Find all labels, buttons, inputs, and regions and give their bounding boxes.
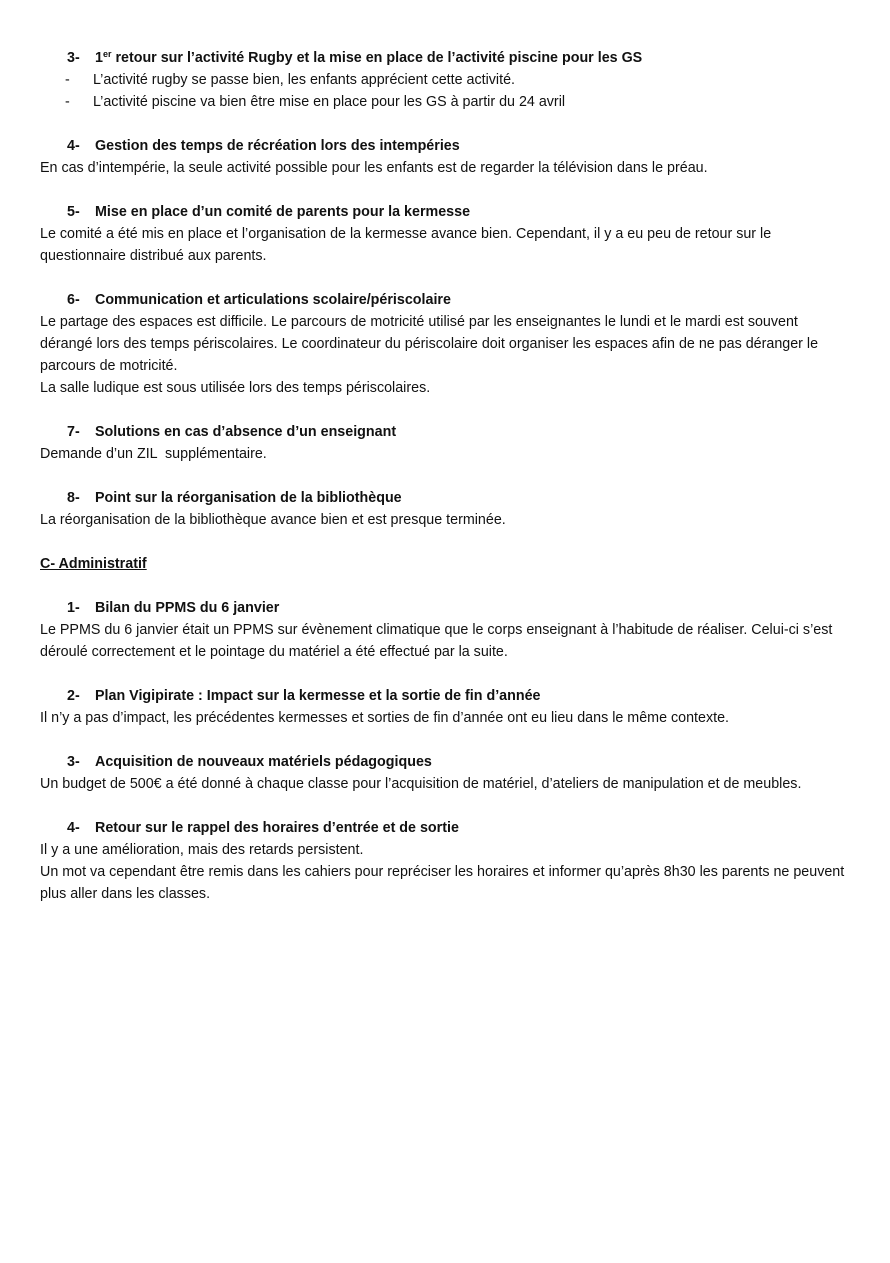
item-title: Plan Vigipirate : Impact sur la kermesse et la sortie de fin d’année xyxy=(95,688,541,704)
item-heading xyxy=(40,751,848,773)
item-number: 4- xyxy=(67,820,80,836)
item-heading xyxy=(40,421,848,443)
item-paragraph: En cas d’intempérie, la seule activité possible pour les enfants est de regarder la télévision dans le préau. xyxy=(40,160,708,176)
item-title: Mise en place d’un comité de parents pour la kermesse xyxy=(95,204,471,220)
item-number: 4- xyxy=(67,138,80,154)
item-paragraph: Demande d’un ZIL supplémentaire. xyxy=(40,446,267,462)
item-number: 2- xyxy=(67,688,80,704)
item-paragraph: Un budget de 500€ a été donné à chaque classe pour l’acquisition de matériel, d’ateliers de manipulation et de meubles. xyxy=(40,776,802,792)
agenda-item-3 xyxy=(40,47,848,113)
bullet-item: - L’activité rugby se passe bien, les enfants apprécient cette activité. xyxy=(65,72,516,88)
item-number: 8- xyxy=(67,490,80,506)
agenda-item-4 xyxy=(40,135,848,179)
item-title: Gestion des temps de récréation lors des intempéries xyxy=(95,138,460,154)
item-number: 5- xyxy=(67,204,80,220)
item-number: 7- xyxy=(67,424,80,440)
item-paragraph: Le comité a été mis en place et l’organisation de la kermesse avance bien. Cependant, il y a eu peu de retour sur le questionnaire distribué aux parents. xyxy=(40,226,772,264)
item-heading xyxy=(40,135,848,157)
item-heading xyxy=(40,487,848,509)
agenda-item-8 xyxy=(40,487,848,531)
item-title: Retour sur le rappel des horaires d’entrée et de sortie xyxy=(95,820,459,836)
document-page xyxy=(40,47,848,927)
admin-item-1 xyxy=(40,597,848,663)
item-paragraph: La salle ludique est sous utilisée lors des temps périscolaires. xyxy=(40,380,431,396)
item-paragraph: La réorganisation de la bibliothèque avance bien et est presque terminée. xyxy=(40,512,506,528)
ordinal-superscript: er xyxy=(102,49,112,59)
item-paragraph: Le partage des espaces est difficile. Le parcours de motricité utilisé par les enseignantes le lundi et le mardi est souvent dérangé lors des temps périscolaires. Le coordinateur du périscolaire doit organiser les espaces afin de ne pas déranger le parcours de motricité. xyxy=(40,314,819,374)
agenda-item-6 xyxy=(40,289,848,399)
admin-item-3 xyxy=(40,751,848,795)
item-number: 1- xyxy=(67,600,80,616)
item-title: Point sur la réorganisation de la bibliothèque xyxy=(95,490,402,506)
item-title: Communication et articulations scolaire/périscolaire xyxy=(95,292,451,308)
item-paragraph: Il n’y a pas d’impact, les précédentes kermesses et sorties de fin d’année ont eu lieu dans le même contexte. xyxy=(40,710,730,726)
agenda-item-5 xyxy=(40,201,848,267)
bullet-item: - L’activité piscine va bien être mise en place pour les GS à partir du 24 avril xyxy=(65,94,566,110)
item-paragraph: Le PPMS du 6 janvier était un PPMS sur évènement climatique que le corps enseignant à l’habitude de réaliser. Celui-ci s’est déroulé correctement et le pointage du matériel a été effectué par la suite. xyxy=(40,622,833,660)
agenda-item-7 xyxy=(40,421,848,465)
item-title: Acquisition de nouveaux matériels pédagogiques xyxy=(95,754,432,770)
item-heading xyxy=(40,817,848,839)
item-heading xyxy=(40,47,848,69)
item-heading xyxy=(40,597,848,619)
section-title-administratif: C- Administratif xyxy=(40,556,147,572)
item-number: 3- xyxy=(67,754,80,770)
item-paragraph: Il y a une amélioration, mais des retards persistent. xyxy=(40,842,364,858)
item-title: 1er retour sur l’activité Rugby et la mise en place de l’activité piscine pour les GS xyxy=(95,49,643,66)
item-paragraph: Un mot va cependant être remis dans les cahiers pour repréciser les horaires et informer qu’après 8h30 les parents ne peuvent plus aller dans les classes. xyxy=(40,864,845,902)
item-heading xyxy=(40,289,848,311)
item-number: 3- xyxy=(67,50,80,66)
admin-item-2 xyxy=(40,685,848,729)
admin-item-4 xyxy=(40,817,848,905)
bullet-list xyxy=(40,69,848,113)
item-heading xyxy=(40,201,848,223)
item-heading xyxy=(40,685,848,707)
item-number: 6- xyxy=(67,292,80,308)
item-title: Solutions en cas d’absence d’un enseignant xyxy=(95,424,397,440)
item-title: Bilan du PPMS du 6 janvier xyxy=(95,600,280,616)
